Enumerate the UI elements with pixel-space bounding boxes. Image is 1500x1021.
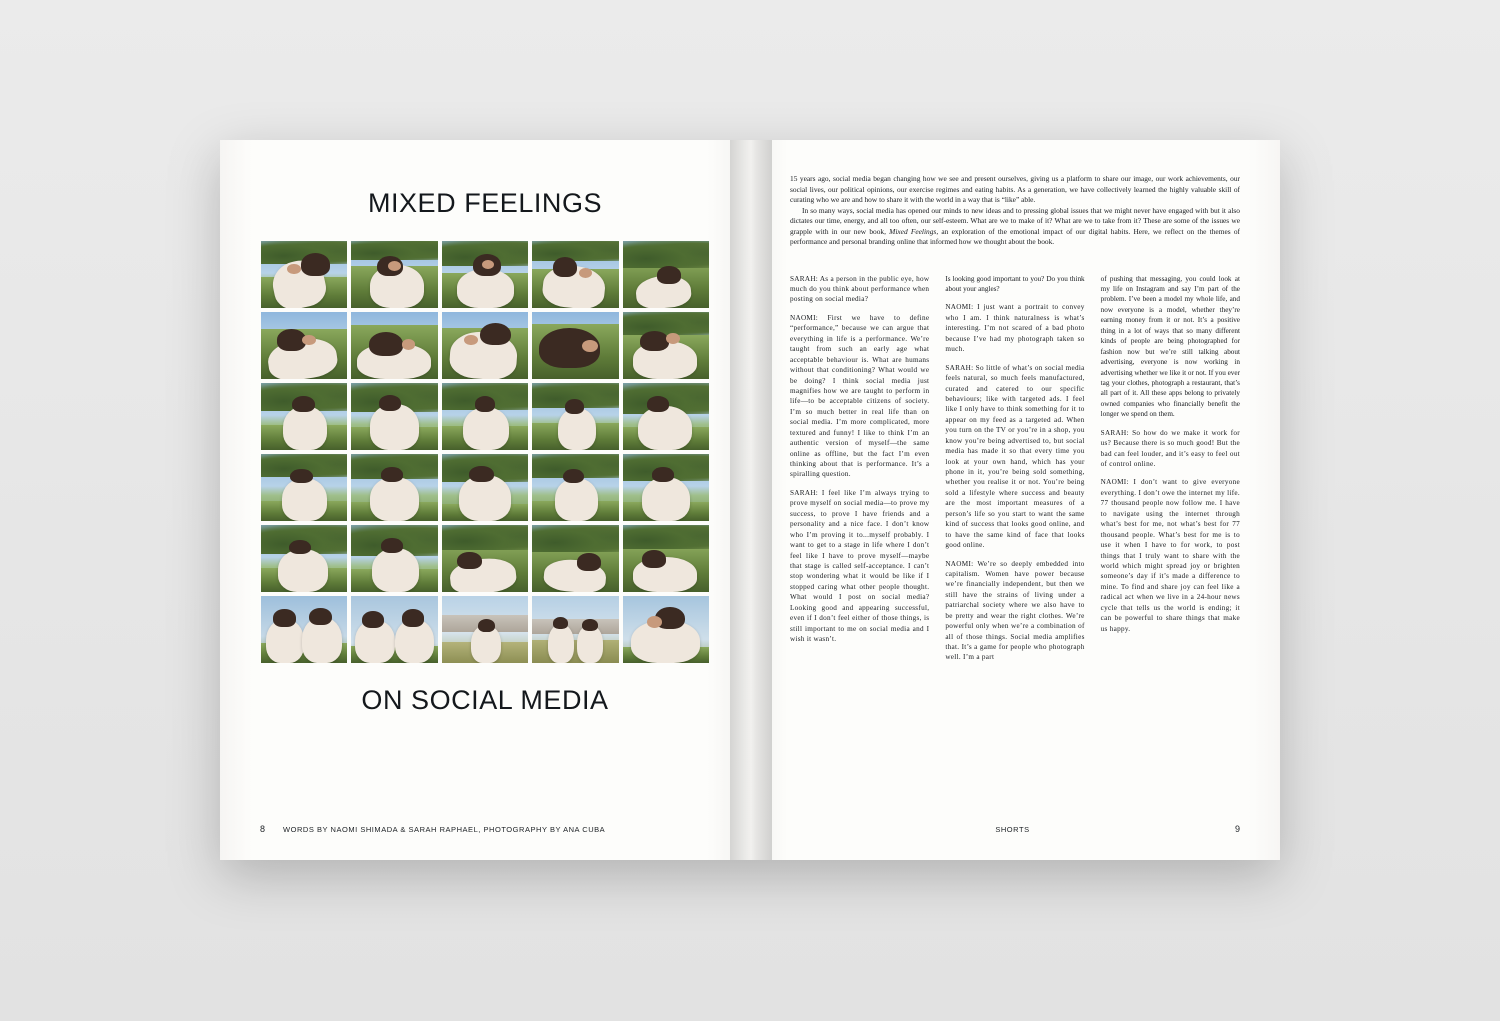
article-columns xyxy=(790,274,1240,663)
column-1 xyxy=(790,274,929,663)
section-label: SHORTS xyxy=(995,825,1030,834)
column1-paragraph-2: NAOMI: First we have to define “performance,” because we can argue that everything in life is a performance. We’re taught from such an early age what acceptable behaviour is. What are humans without that conditioning? What would we be doing? I think social media just magnifies how we are taught to perform in life—to be acceptable citizens of society. I’m so much better in real life than on social media. I’m more complicated, more textured and funny! I like to think I’m an authentic version of myself—the same online as offline, but the fact I’m even thinking about that is performance. It’s a spiralling question. xyxy=(790,313,930,479)
photo-cell xyxy=(532,241,618,308)
column2-paragraph-2: NAOMI: I just want a portrait to convey who I am. I think naturalness is what’s interesting. I’m not scared of a bad photo because I’ve had my photograph taken so much. xyxy=(945,303,1085,354)
photo-cell xyxy=(351,383,437,450)
photo-cell xyxy=(261,525,347,592)
right-page-footer xyxy=(790,824,1240,834)
photo-cell xyxy=(532,525,618,592)
photo-cell xyxy=(261,596,347,663)
photo-cell xyxy=(442,312,528,379)
photo-cell xyxy=(351,241,437,308)
column1-paragraph-3: SARAH: I feel like I’m always trying to prove myself on social media—to prove my success, to prove I have friends and a personality and a nice face. I don’t know who I’m proving it to...myself probably. I want to get to a stage in life where I don’t feel like I have to prove myself—maybe that stage is called self-acceptance. I can’t stop wondering what it would be like if I stopped caring what other people thought. What would I post on social media? Looking good and appearing successful, even if I don’t feel either of those things, is still important to me on social media and I wish it wasn’t. xyxy=(790,488,930,644)
article-intro xyxy=(790,174,1240,248)
photo-cell xyxy=(261,383,347,450)
right-page xyxy=(750,140,1280,860)
photo-cell xyxy=(351,454,437,521)
column2-paragraph-3: SARAH: So little of what’s on social media feels natural, so much feels manufactured, curated and catered to our specific behaviours; like with targeted ads. I feel like I only have to think something for it to appear on my feed as a targeted ad. When you turn on the TV or you’re in a shop, you know you’re being advertised to, but social media has made it so that every time you look at your own hand, which has your phone in it, you’re being sold something, whether you realise it or not. You’re being sold a lifestyle where success and beauty are the most important measures of a person’s life so you start to want the same kind of success that looks good online, and to have the same kind of face that looks good online. xyxy=(945,363,1085,550)
photo-cell xyxy=(623,596,709,663)
column2-paragraph-4: NAOMI: We’re so deeply embedded into capitalism. Women have power because we’re financially independent, but then we still have the strains of living under a patriarchal society where we also have to be pretty and wear the right clothes. We’re powerful only when we’re a combination of all of those things. Social media amplifies that. It’s a game for people who photograph well. I’m a part xyxy=(945,559,1085,662)
intro-p2-part-a: In so many ways, social media has opened our minds to new ideas and to pressing global issues that we might never have engaged with but it also dictates our time, energy, and all too often, our self-esteem. What are we to make of it? What are we to take from it? These are some of the issues we grapple with in our new book, xyxy=(790,205,1240,236)
book-title: Mixed Feelings xyxy=(889,226,937,236)
intro-p2-part-b: , an exploration of the emotional impact of our digital habits. Here, we reflect on the themes of performance and personal branding online that informed how we thought about the book. xyxy=(790,226,1240,247)
photo-cell xyxy=(623,241,709,308)
photo-cell xyxy=(532,454,618,521)
page-title-top: MIXED FEELINGS xyxy=(367,188,603,218)
photo-cell xyxy=(442,241,528,308)
left-page-number: 8 xyxy=(260,824,266,834)
photo-cell xyxy=(261,454,347,521)
photo-cell xyxy=(261,241,347,308)
right-page-number: 9 xyxy=(1234,824,1240,834)
magazine-spread xyxy=(220,140,1280,860)
column-2 xyxy=(945,274,1084,663)
photo-cell xyxy=(532,596,618,663)
photo-cell xyxy=(623,312,709,379)
column-3 xyxy=(1101,274,1240,663)
photo-cell xyxy=(532,312,618,379)
column3-paragraph-1: of pushing that messaging, you could look at my life on Instagram and say I’m part of the problem. I’ve been a model my whole life, and now everyone is a model, whether they’re earning money from it or not. It’s a positive thing in a lot of ways that so many different kinds of people are being photographed for fashion now but we’re still talking about advertising, everyone is now working in advertising whether we like it or not. If you ever tag your clothes, photograph a restaurant, that’s all part of it. All these apps belong to privately owned companies who financially benefit the longer we spend on them. xyxy=(1100,274,1240,419)
column3-paragraph-3: NAOMI: I don’t want to give everyone everything. I don’t owe the internet my life. 77 thousand people now follow me. I have to navigate using the internet through what’s best for me, not what’s best for 77 thousand people. What’s best for me is to use it when I have to for work, to post things that I truly want to share with the world which might spread joy or brighten someone’s day if it’s made a difference to mine. To find and share joy can feel like a radical act when we live in a 24-hour news cycle that tells us the world is ending; it can be powerful to share things that make us happy. xyxy=(1100,478,1240,633)
column2-paragraph-1: Is looking good important to you? Do you think about your angles? xyxy=(945,274,1085,294)
photo-cell xyxy=(532,383,618,450)
photo-cell xyxy=(442,596,528,663)
column1-paragraph-1: SARAH: As a person in the public eye, how much do you think about performance when posting on social media? xyxy=(790,274,930,304)
photo-cell xyxy=(442,383,528,450)
left-page-footer xyxy=(260,824,710,834)
column3-paragraph-2: SARAH: So how do we make it work for us? Because there is so much good! But the bad can feel louder, and it’s easy to feel out of control online. xyxy=(1100,428,1240,469)
photo-cell xyxy=(442,454,528,521)
photo-cell xyxy=(442,525,528,592)
intro-paragraph-1: 15 years ago, social media began changing how we see and present ourselves, giving us a platform to share our image, our work achievements, our social lives, our political opinions, our exercise regimes and eating habits. As a generation, we have collectively learned the highly valuable skill of curating who we are and how to share it with the world in a way that is “like” able. xyxy=(790,174,1240,205)
photo-cell xyxy=(351,312,437,379)
photo-cell xyxy=(261,312,347,379)
photo-credit: WORDS BY NAOMI SHIMADA & SARAH RAPHAEL, PHOTOGRAPHY BY ANA CUBA xyxy=(283,825,606,834)
photo-cell xyxy=(623,454,709,521)
photo-cell xyxy=(351,596,437,663)
photo-cell xyxy=(351,525,437,592)
intro-paragraph-2 xyxy=(790,206,1240,248)
page-title-bottom: ON SOCIAL MEDIA xyxy=(361,685,609,715)
photo-cell xyxy=(623,525,709,592)
left-page xyxy=(220,140,750,860)
photo-cell xyxy=(623,383,709,450)
photo-grid xyxy=(261,241,709,663)
